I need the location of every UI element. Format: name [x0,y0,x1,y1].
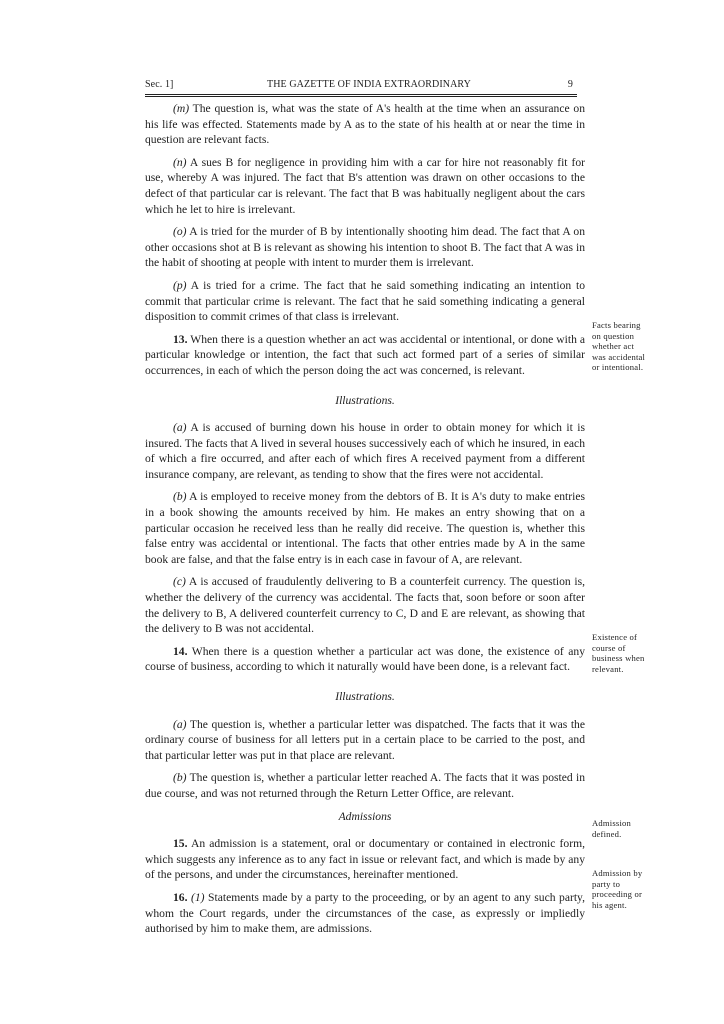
section-14-illustration-a-label: (a) [173,717,187,731]
section-15-text: An admission is a statement, oral or documentary or contained in electronic form, which suggests any inference as to any fact in issue or relevant fact, and which is made by any of the persons, and under the circumstances, hereinafter mentioned. [145,837,585,882]
page-header [145,79,575,93]
illustration-m [145,101,585,148]
section-14 [145,644,585,675]
section-14-number: 14. [173,644,188,658]
section-14-text: When there is a question whether a particular act was done, the existence of any course of business, according to which it naturally would have been done, is a relevant fact. [145,644,585,674]
section-16-number: 16. [173,890,188,904]
header-section: Sec. 1] [145,79,174,90]
header-rule-top [145,94,577,95]
marginal-note-line: proceeding or [592,889,643,900]
illustration-n [145,155,585,217]
illustration-o-label: (o) [173,225,187,239]
section-15 [145,836,585,883]
illustration-n-label: (n) [173,155,187,169]
section-16-text: Statements made by a party to the proceeding, or by an agent to any such party, whom the Court regards, under the circumstances of the case, as expressly or impliedly authorised by him to make them, are admissions. [145,890,586,936]
marginal-note-line: whether act [592,341,635,352]
marginal-note-line: party to [592,878,621,889]
marginal-note-line: Admission by [592,868,643,878]
marginal-note-line: defined. [592,828,622,839]
illustration-m-text: The question is, what was the state of A's health at the time when an assurance on his life was effected. Statements made by A as to the state of his health at or near the time in question are relevant facts. [145,102,585,147]
section-13-illustration-a-label: (a) [173,421,187,435]
marginal-note-s13 [592,320,664,373]
header-title: THE GAZETTE OF INDIA EXTRAORDINARY [267,79,471,90]
section-13-illustration-a-text: A is accused of burning down his house in order to obtain money for which it is insured. The facts that A lived in several houses successively each of which he insured, in each of which a fire occurred, and after each of which fires A received payment from a different insurance company, are relevant, as tending to show that the fires were not accidental. [145,421,585,481]
illustration-p-label: (p) [173,278,187,292]
admissions-heading: Admissions [338,809,392,823]
section-13-illustration-c [145,574,585,636]
illustration-p [145,278,585,325]
illustration-m-label: (m) [173,102,190,115]
section-13-illustration-b-text: A is employed to receive money from the debtors of B. It is A's duty to make entries in a book showing the amounts received by him. He makes an entry showing that on a particular occasion he received less than he really did receive. The question is, whether this false entry was accidental or intentional. The facts that other entries made by A in the same book are false, and that the false entry is in each case in favour of A, are relevant. [145,490,585,566]
section-13-illustration-b-label: (b) [173,490,187,504]
marginal-note-line: relevant. [592,663,624,674]
header-rule-bottom [145,96,577,97]
section-14-illustration-a-text: The question is, whether a particular letter was dispatched. The facts that it was the ordinary course of business for all letters put in a certain place to be carried to the post, and that particular letter was put in that place are relevant. [145,717,585,762]
section-13-number: 13. [173,332,188,346]
marginal-note-s14 [592,632,664,674]
marginal-note-line: business when [592,653,645,664]
illustration-o-text: A is tried for the murder of B by intentionally shooting him dead. The fact that A on other occasions shot at B is relevant as showing his intention to shoot B. The fact that A was in the habit of shooting at people with intent to murder them is irrelevant. [145,225,585,270]
page-number: 9 [567,79,573,90]
document-body [145,101,585,944]
section-15-number: 15. [173,837,188,851]
section-14-illustration-b-label: (b) [173,771,187,785]
section-14-illustration-b-text: The question is, whether a particular letter reached A. The facts that it was posted in due course, and was not returned through the Return Letter Office, are relevant. [145,771,585,800]
section-13-illustration-b [145,489,585,567]
marginal-note-line: was accidental [592,351,646,362]
marginal-note-line: Existence of [592,632,638,642]
section-14-illustration-a [145,717,585,764]
marginal-note-line: Admission [592,818,632,828]
marginal-note-line: on question [592,330,635,341]
marginal-note-line: or intentional. [592,362,644,373]
section-14-illustrations-heading: Illustrations. [335,690,395,703]
section-13-illustration-a [145,420,585,482]
illustration-o [145,224,585,271]
marginal-note-line: his agent. [592,899,627,910]
section-13-text: When there is a question whether an act was accidental or intentional, or done with a particular knowledge or intention, the fact that such act formed part of a series of similar occurrences, in each of which the person doing the act was concerned, is relevant. [145,332,585,377]
marginal-note-s15 [592,818,664,839]
section-16-subsection: (1) [191,890,205,904]
section-14-illustration-b [145,770,585,801]
illustration-n-text: A sues B for negligence in providing him with a car for hire not reasonably fit for use, whereby A was injured. The fact that B's attention was drawn on other occasions to the defect of that particular car is relevant. The fact that B was habitually negligent about the cars which he let to hire is irrelevant. [145,155,585,216]
section-13-illustration-c-text: A is accused of fraudulently delivering to B a counterfeit currency. The question is, whether the delivery of the currency was accidental. The facts that, soon before or soon after the delivery to B, A delivered counterfeit currency to C, D and E are relevant, as showing that the delivery to B was not accidental. [145,575,585,636]
marginal-note-line: course of [592,642,626,653]
marginal-note-line: Facts bearing [592,320,641,330]
illustration-p-text: A is tried for a crime. The fact that he said something indicating an intention to commit that particular crime is relevant. The fact that he said something indicating a general disposition to commit crimes of that class is irrelevant. [145,278,585,324]
section-16 [145,890,585,937]
section-13 [145,332,585,379]
section-13-illustrations-heading: Illustrations. [335,393,395,407]
section-13-illustration-c-label: (c) [173,575,186,589]
marginal-note-s16 [592,868,664,910]
